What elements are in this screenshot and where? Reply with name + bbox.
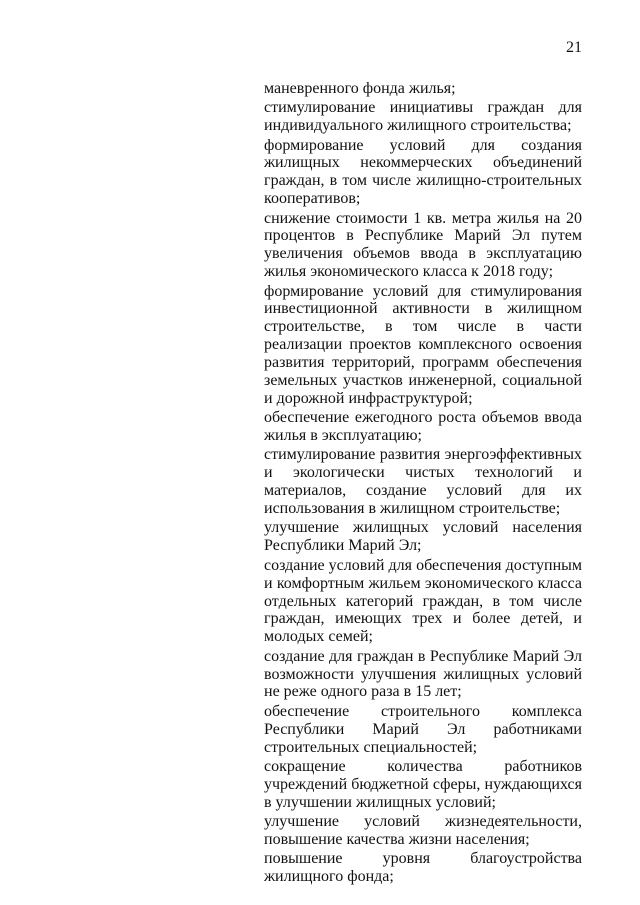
paragraph-9: создание условий для обеспечения доступным и комфортным жильем экономического класса отдельных категорий граждан, в том числе граждан, имеющих трех и более детей, и молодых семей; [264, 556, 582, 646]
paragraph-5: формирование условий для стимулирования инвестиционной активности в жилищном строительстве, в том числе в части реализации проектов комплексного освоения развития территорий, программ обеспечения земельных участков инженерной, социальной и дорожной инфраструктурой; [264, 282, 582, 407]
paragraph-10: создание для граждан в Республике Марий Эл возможности улучшения жилищных условий не реже одного раза в 15 лет; [264, 647, 582, 701]
paragraph-12: сокращение количества работников учреждений бюджетной сферы, нуждающихся в улучшении жилищных условий; [264, 757, 582, 811]
paragraph-3: формирование условий для создания жилищных некоммерческих объединений граждан, в том числе жилищно-строительных кооперативов; [264, 136, 582, 208]
paragraph-11: обеспечение строительного комплекса Республики Марий Эл работниками строительных специальностей; [264, 702, 582, 756]
paragraph-7: стимулирование развития энергоэффективных и экологически чистых технологий и материалов, создание условий для их использования в жилищном строительстве; [264, 446, 582, 518]
paragraph-1: маневренного фонда жилья; [264, 80, 456, 97]
paragraph-2: стимулирование инициативы граждан для индивидуального жилищного строительства; [264, 99, 582, 135]
paragraph-14: повышение уровня благоустройства жилищного фонда; [264, 850, 582, 886]
paragraph-4: снижение стоимости 1 кв. метра жилья на 20 процентов в Республике Марий Эл путем увеличения объемов ввода в эксплуатацию жилья экономического класса к 2018 году; [264, 209, 582, 281]
paragraph-6: обеспечение ежегодного роста объемов ввода жилья в эксплуатацию; [264, 409, 582, 445]
page-number: 21 [566, 39, 582, 56]
document-body [264, 80, 582, 887]
paragraph-13: улучшение условий жизнедеятельности, повышение качества жизни населения; [264, 812, 582, 848]
paragraph-8: улучшение жилищных условий населения Республики Марий Эл; [264, 519, 582, 555]
